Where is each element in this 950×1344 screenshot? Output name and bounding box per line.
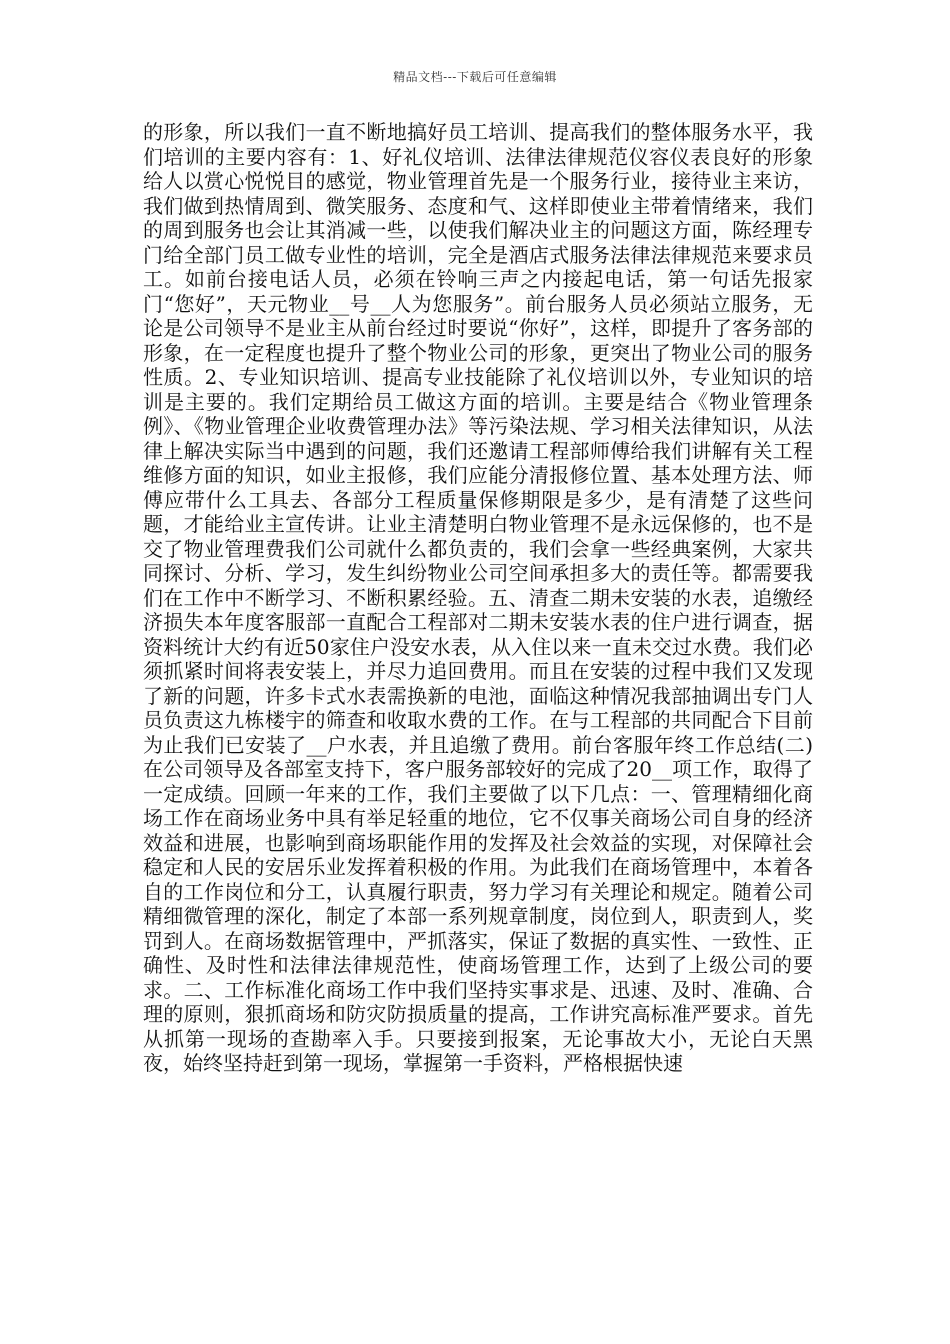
page-header: 精品文档---下载后可任意编辑 xyxy=(393,70,557,84)
document-body-text: 的形象，所以我们一直不断地搞好员工培训、提高我们的整体服务水平，我们培训的主要内容有：1、好礼仪培训、法律法律规范仪容仪表良好的形象给人以赏心悦悦目的感觉，物业管理首先是一个服务行业，接待业主来访，我们做到热情周到、微笑服务、态度和气、这样即使业主带着情绪来，我们的周到服务也会让其消减一些，以使我们解决业主的问题这方面，陈经理专门给全部门员工做专业性的培训，完全是酒店式服务法律法律规范来要求员工。如前台接电话人员，必须在铃响三声之内接起电话，第一句话先报家门“您好”，天元物业__号__人为您服务”。前台服务人员必须站立服务，无论是公司领导不是业主从前台经过时要说“你好”，这样，即提升了客务部的形象，在一定程度也提升了整个物业公司的形象，更突出了物业公司的服务性质。2、专业知识培训、提高专业技能除了礼仪培训以外，专业知识的培训是主要的。我们定期给员工做这方面的培训。主要是结合《物业管理条例》、《物业管理企业收费管理办法》等污染法规、学习相关法律知识，从法律上解决实际当中遇到的问题，我们还邀请工程部师傅给我们讲解有关工程维修方面的知识，如业主报修，我们应能分清报修位置、基本处理方法、师傅应带什么工具去、各部分工程质量保修期限是多少，是有清楚了这些问题，才能给业主宣传讲。让业主清楚明白物业管理不是永远保修的，也不是交了物业管理费我们公司就什么都负责的，我们会拿一些经典案例，大家共同探讨、分析、学习，发生纠纷物业公司空间承担多大的责任等。都需要我们在工作中不断学习、不断积累经验。五、清查二期未安装的水表，追缴经济损失本年度客服部一直配合工程部对二期未安装水表的住户进行调查，据资料统计大约有近50家住户没安水表，从入住以来一直未交过水费。我们必须抓紧时间将表安装上，并尽力追回费用。而且在安装的过程中我们又发现了新的问题，许多卡式水表需换新的电池，面临这种情况我部抽调出专门人员负责这九栋楼宇的筛查和收取水费的工作。在与工程部的共同配合下目前为止我们已安装了__户水表，并且追缴了费用。前台客服年终工作总结(二)在公司领导及各部室支持下，客户服务部较好的完成了20__项工作，取得了一定成绩。回顾一年来的工作，我们主要做了以下几点：一、管理精细化商场工作在商场业务中具有举足轻重的地位，它不仅事关商场公司自身的经济效益和进展，也影响到商场职能作用的发挥及社会效益的实现，对保障社会稳定和人民的安居乐业发挥着积极的作用。为此我们在商场管理中，本着各自的工作岗位和分工，认真履行职责，努力学习有关理论和规定。随着公司精细微管理的深化，制定了本部一系列规章制度，岗位到人，职责到人，奖罚到人。在商场数据管理中，严抓落实，保证了数据的真实性、一致性、正确性、及时性和法律法律规范性，使商场管理工作，达到了上级公司的要求。二、工作标准化商场工作中我们坚持实事求是、迅速、及时、准确、合理的原则，狠抓商场和防灾防损质量的提高，工作讲究高标准严要求。首先从抓第一现场的查勘率入手。只要接到报案，无论事故大小，无论白天黑夜，始终坚持赶到第一现场，掌握第一手资料，严格根据快速 xyxy=(143,120,813,1075)
